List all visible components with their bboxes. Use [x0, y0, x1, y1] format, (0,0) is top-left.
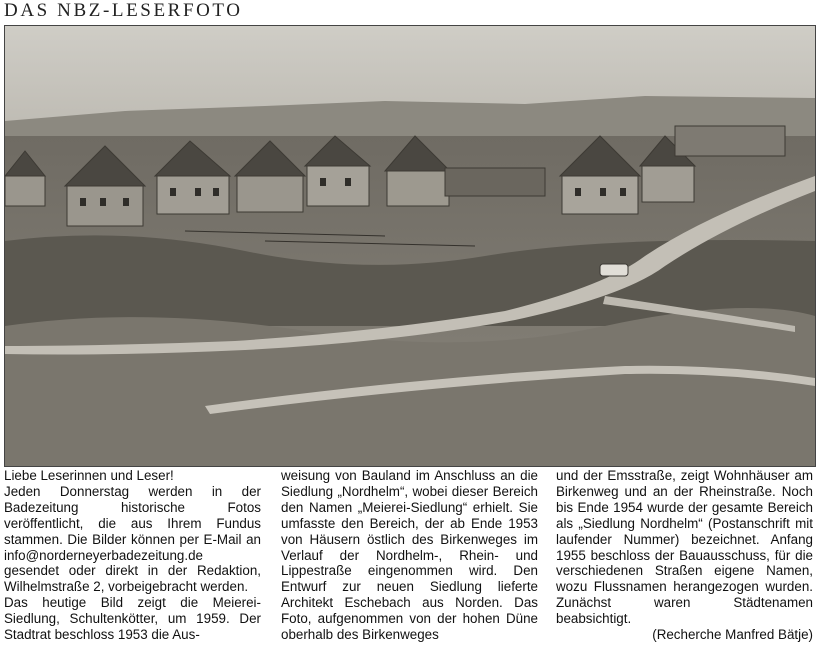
greeting: Liebe Leserinnen und Leser! — [4, 468, 174, 483]
article-column-3 — [556, 468, 813, 643]
article-column-1 — [4, 468, 261, 643]
article-paragraph: Jeden Donnerstag werden in der Badezeitung historische Fotos veröffentlicht, die aus Ihrem Fundus stammen. Die Bilder können per E-Mail an info@norderneyerbadezeitung.de gesendet oder direkt in der Redaktion, Wilhelmstraße 2, vorbeigebracht werden. — [4, 483, 261, 595]
article-paragraph: und der Emsstraße, zeigt Wohnhäuser am Birkenweg und an der Rheinstraße. Noch bis Ende 1954 wurde der gesamte Bereich als „Siedlung Nordhelm“ (Postanschrift mit laufender Nummer) bezeichnet. Anfang 1955 beschloss der Bauausschuss, für die verschiedenen Straßen eigene Namen, wozu Flussnamen herangezogen wurden. Zunächst waren Städtenamen beabsichtigt. — [556, 468, 813, 627]
article-paragraph: weisung von Bauland im Anschluss an die Siedlung „Nordhelm“, wobei dieser Bereich den Namen „Meierei-Siedlung“ erhielt. Sie umfasste den Bereich, der ab Ende 1953 von Häusern östlich des Birkenweges im Verlauf der Nordhelm-, Rhein- und Lippestraße eingenommen wird. Den Entwurf zur neuen Siedlung lieferte Architekt Eschebach aus Norden. Das Foto, aufgenommen von der hohen Düne oberhalb des Birkenweges — [281, 468, 538, 643]
article-column-2 — [281, 468, 538, 643]
article-paragraph: Das heutige Bild zeigt die Meierei-Siedlung, Schultenkötter, um 1959. Der Stadtrat beschloss 1953 die Aus- — [4, 595, 261, 643]
page-title: DAS NBZ-LESERFOTO — [4, 0, 243, 21]
historical-photo — [4, 25, 816, 467]
research-credit: (Recherche Manfred Bätje) — [652, 627, 813, 643]
photo-illustration — [5, 26, 815, 466]
